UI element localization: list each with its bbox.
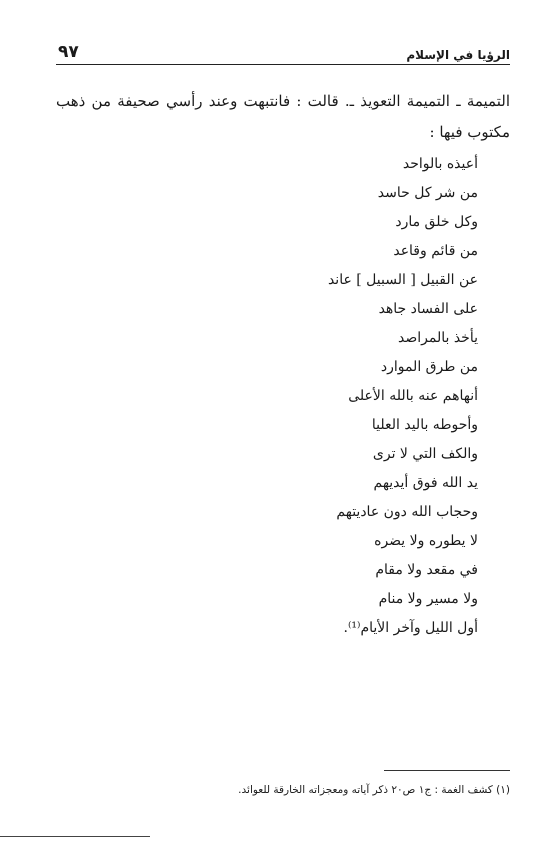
poem-line: من طرق الموارد xyxy=(380,359,478,375)
poem-line: أول الليل وآخر الأيام⁽¹⁾. xyxy=(343,620,478,636)
bottom-rule xyxy=(0,836,150,837)
poem-line: من قائم وقاعد xyxy=(393,243,478,259)
page-header xyxy=(58,36,510,62)
poem-line: على الفساد جاهد xyxy=(378,301,478,317)
poem-line: في مقعد ولا مقام xyxy=(375,562,478,578)
poem-line: وحجاب الله دون عاديتهم xyxy=(336,504,478,520)
intro-paragraph: التميمة ـ التميمة التعويذ ـ. قالت : فانتبهت وعند رأسي صحيفة من ذهب مكتوب فيها : xyxy=(56,92,510,141)
poem-line: لا يطوره ولا يضره xyxy=(374,533,478,549)
poem-line: أنهاهم عنه بالله الأعلى xyxy=(348,388,478,404)
poem-line: يأخذ بالمراصد xyxy=(398,330,478,346)
poem-line: وأحوطه باليد العليا xyxy=(371,417,478,433)
poem-line: من شر كل حاسد xyxy=(377,185,478,201)
poem-line: أعيذه بالواحد xyxy=(402,156,478,172)
poem-line: عن القبيل [ السبيل ] عاند xyxy=(327,272,478,288)
header-rule xyxy=(56,64,510,65)
poem-line: وكل خلق مارد xyxy=(395,214,478,230)
page-number: ٩٧ xyxy=(58,42,79,62)
footnote: (١) كشف الغمة : ج١ ص٢٠ ذكر آياته ومعجزاته الخارقة للعوائد. xyxy=(238,784,510,796)
poem xyxy=(178,150,478,643)
poem-line: ولا مسير ولا منام xyxy=(378,591,478,607)
poem-line: والكف التي لا ترى xyxy=(372,446,478,462)
running-head: الرؤيا في الإسلام xyxy=(406,48,510,62)
footnote-rule xyxy=(384,770,510,771)
poem-line: يد الله فوق أيديهم xyxy=(373,475,478,491)
